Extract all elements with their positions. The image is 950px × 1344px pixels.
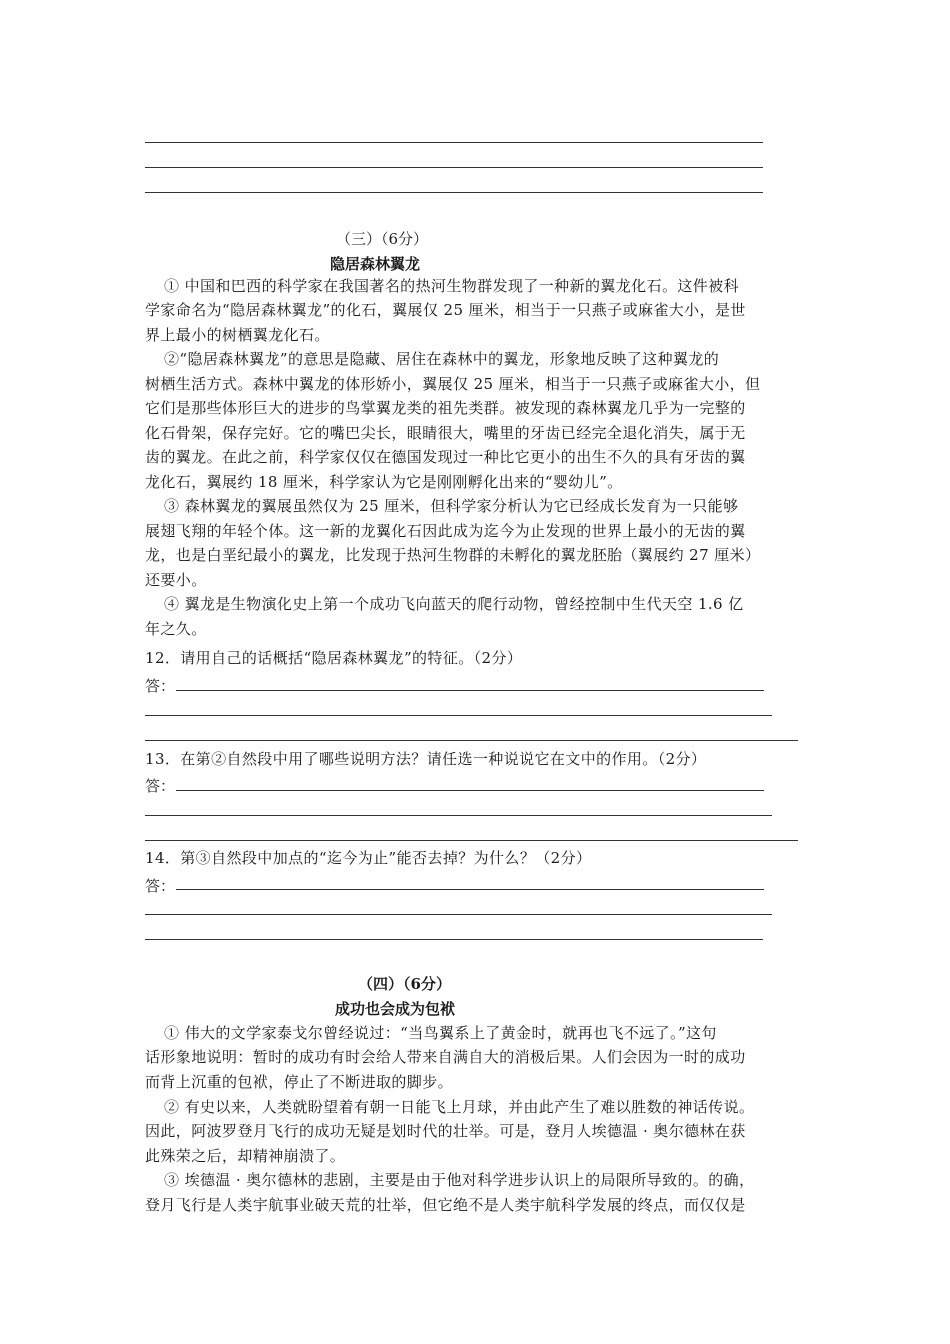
section3-line: 化石骨架，保存完好。它的嘴巴尖长，眼睛很大，嘴里的牙齿已经完全退化消失，属于无: [145, 424, 746, 442]
question-12: 12．请用自己的话概括“隐居森林翼龙”的特征。（2分）: [145, 649, 523, 667]
section3-line: 龙化石，翼展约 18 厘米，科学家认为它是刚刚孵化出来的“婴幼儿”。: [145, 473, 623, 491]
section4-line: 登月飞行是人类宇航事业破天荒的壮举，但它绝不是人类宇航科学发展的终点，而仅仅是: [145, 1196, 746, 1214]
answer-label-14: 答：: [145, 877, 176, 895]
answer-line-13[interactable]: [145, 815, 772, 816]
section3-line: ③ 森林翼龙的翼展虽然仅为 25 厘米，但科学家分析认为它已经成长发育为一只能够: [164, 497, 739, 515]
section3-line: 还要小。: [145, 571, 207, 589]
section3-line: 界上最小的树栖翼龙化石。: [145, 326, 330, 344]
section4-line: ① 伟大的文学家泰戈尔曾经说过：“当鸟翼系上了黄金时，就再也飞不远了。”这句: [164, 1024, 717, 1042]
section3-line: 展翅飞翔的年轻个体。这一新的龙翼化石因此成为迄今为止发现的世界上最小的无齿的翼: [145, 522, 746, 540]
answer-label-13: 答：: [145, 777, 176, 795]
section4-line: 此殊荣之后，却精神崩溃了。: [145, 1147, 346, 1165]
section4-line: 话形象地说明：暂时的成功有时会给人带来自满自大的消极后果。人们会因为一时的成功: [145, 1048, 746, 1066]
section3-line: 年之久。: [145, 620, 207, 638]
answer-line-12[interactable]: [145, 740, 798, 741]
answer-line-12[interactable]: [145, 715, 772, 716]
answer-line-12[interactable]: [176, 690, 764, 691]
section3-line: 树栖生活方式。森林中翼龙的体形娇小，翼展仅 25 厘米，相当于一只燕子或麻雀大小，但: [145, 375, 761, 393]
section3-line: 龙，也是白垩纪最小的翼龙，比发现于热河生物群的未孵化的翼龙胚胎（翼展约 27 厘米）: [145, 546, 761, 564]
answer-line-14[interactable]: [176, 889, 764, 890]
section3-line: 齿的翼龙。在此之前，科学家仅仅在德国发现过一种比它更小的出生不久的具有牙齿的翼: [145, 448, 746, 466]
question-14: 14．第③自然段中加点的“迄今为止”能否去掉？为什么？（2分）: [145, 849, 592, 867]
section3-line: 它们是那些体形巨大的进步的鸟掌翼龙类的祖先类群。被发现的森林翼龙几乎为一完整的: [145, 399, 746, 417]
answer-line-14[interactable]: [145, 914, 772, 915]
answer-blank-line: [145, 167, 763, 168]
section3-line: ②“隐居森林翼龙”的意思是隐藏、居住在森林中的翼龙，形象地反映了这种翼龙的: [164, 350, 720, 368]
answer-label-12: 答：: [145, 677, 176, 695]
answer-line-14[interactable]: [145, 939, 763, 940]
section3-line: 学家命名为“隐居森林翼龙”的化石，翼展仅 25 厘米，相当于一只燕子或麻雀大小，是世: [145, 301, 746, 319]
section3-line: ④ 翼龙是生物演化史上第一个成功飞向蓝天的爬行动物，曾经控制中生代天空 1.6 亿: [164, 595, 744, 613]
answer-blank-line: [145, 142, 763, 143]
section4-line: 而背上沉重的包袱，停止了不断进取的脚步。: [145, 1073, 454, 1091]
section4-line: ② 有史以来，人类就盼望着有朝一日能飞上月球，并由此产生了难以胜数的神话传说。: [164, 1098, 755, 1116]
answer-line-13[interactable]: [145, 840, 798, 841]
section4-header: （四）（6分）: [358, 975, 451, 993]
answer-blank-line: [145, 192, 763, 193]
answer-line-13[interactable]: [176, 790, 764, 791]
section4-line: ③ 埃德温 · 奥尔德林的悲剧，主要是由于他对科学进步认识上的局限所导致的。的确，: [164, 1171, 755, 1189]
section3-line: ① 中国和巴西的科学家在我国著名的热河生物群发现了一种新的翼龙化石。这件被科: [164, 277, 739, 295]
section4-title: 成功也会成为包袱: [335, 1000, 456, 1018]
section4-line: 因此，阿波罗登月飞行的成功无疑是划时代的壮举。可是，登月人埃德温 · 奥尔德林在获: [145, 1122, 746, 1140]
section3-title: 隐居森林翼龙: [330, 255, 421, 273]
section3-header: （三）（6分）: [336, 230, 429, 248]
question-13: 13．在第②自然段中用了哪些说明方法？请任选一种说说它在文中的作用。（2分）: [145, 750, 707, 768]
